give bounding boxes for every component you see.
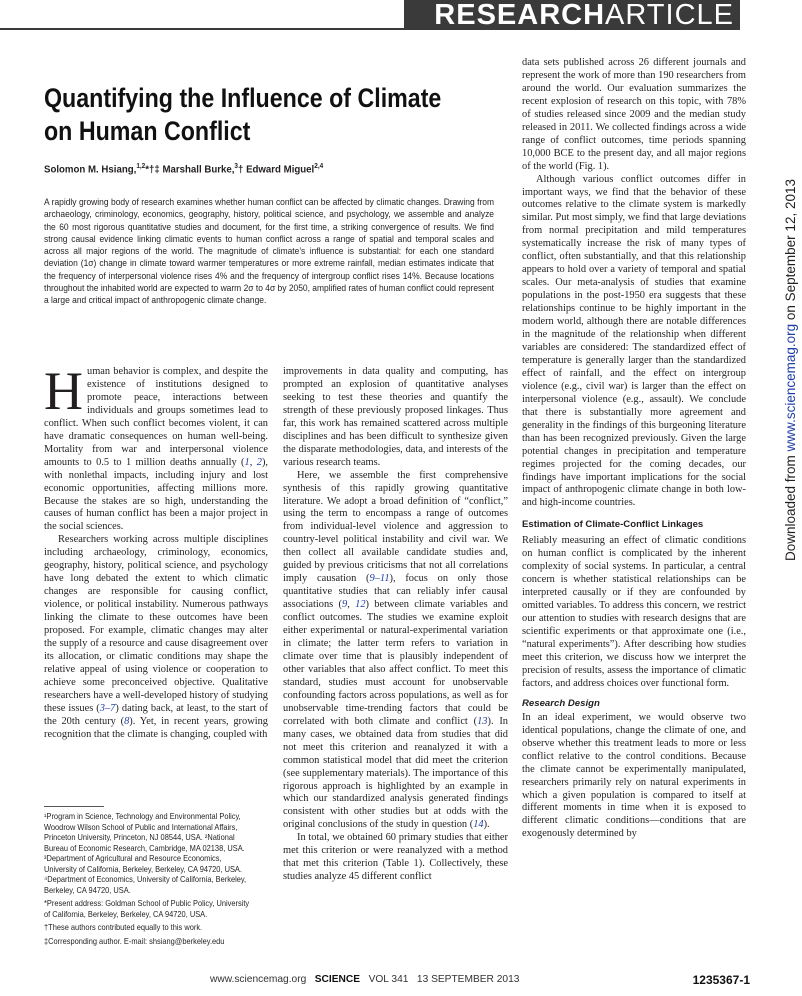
article-id: 1235367-1 <box>692 973 750 987</box>
body-paragraph: Reliably measuring an effect of climatic conditions on human conflict is complicated by the inherent complexity of social systems. In particular, a central concern is whether statistical relationships can be interpreted causally or if they are confounded by omitted variables. To address this concern, we restrict our attention to studies with research designs that are scientific experiments or that approximate one (i.e., “natural experiments”). After describing how studies meet this criterion, we discuss how we interpret the precision of results, assess the importance of climatic factors, and address choices over functional form. <box>522 535 746 689</box>
body-paragraph: In total, we obtained 60 primary studies that either met this criterion or were reanalyzed with a method that met this criterion (Table 1). Collectively, these studies analyze 45 different conflict <box>283 832 508 883</box>
body-paragraph: In an ideal experiment, we would observe two identical populations, change the climate of one, and observe whether this treatment leads to more or less conflict relative to the control conditions. Because the climate cannot be experimentally manipulated, researchers primarily rely on natural experiments in which a given population is compared to itself at different moments in time when it is exposed to different climatic conditions—conditions that are exogenously determined by <box>522 711 746 840</box>
abstract: A rapidly growing body of research examines whether human conflict can be affected by climatic changes. Drawing from archaeology, criminology, economics, geography, history, political science, and psychology, we assemble and analyze the 60 most rigorous quantitative studies and document, for the first time, a striking convergence of results. We find strong causal evidence linking climatic events to human conflict across a range of spatial and temporal scales and across all major regions of the world. The magnitude of climate’s influence is substantial: for each one standard deviation (1σ) change in climate toward warmer temperatures or more extreme rainfall, median estimates indicate that the frequency of interpersonal violence rises 4% and the frequency of intergroup conflict rises 14%. Because locations throughout the inhabited world are expected to warm 2σ to 4σ by 2050, amplified rates of human conflict could represent a large and critical impact of anthropogenic climate change. <box>44 196 494 305</box>
author-marks: † <box>238 163 244 176</box>
author-name: Marshall Burke, <box>162 163 235 176</box>
subsection-heading: Research Design <box>522 697 600 709</box>
body-column-1 <box>44 361 268 742</box>
section-title <box>404 0 740 30</box>
body-column-2 <box>283 366 508 884</box>
footer-volume: VOL 341 <box>368 974 409 985</box>
affiliations-footnote: ¹Program in Science, Technology and Environmental Policy, Woodrow Wilson School of Public and International Affairs, Princeton University, Princeton, NJ 08544, USA. ²National Bureau of Economic Research, Cambridge, MA 02138, USA. ³Department of Agricultural and Resource Economics, University of California, Berkeley, Berkeley, CA 94720, USA. ⁴Department of Economics, University of California, Berkeley, Berkeley, CA 94720, USA. <box>44 812 247 895</box>
body-paragraph: improvements in data quality and computing, has prompted an explosion of quantitative analyses seeking to test these theories and quantify the strength of these previously proposed linkages. Thus far, this work has remained scattered across multiple disciplines and has been difficult to synthesize given the disparate methodologies, data, and interests of the various research teams. <box>283 366 508 468</box>
section-title-light: ARTICLE <box>605 0 734 31</box>
citation-link[interactable]: 9 <box>342 599 348 611</box>
body-paragraph: Human behavior is complex, and despite the existence of institutions designed to promote peace, interactions between individuals and groups sometimes lead to conflict. When such conflict becomes violent, it can have dramatic consequences on human well-being. Mortality from war and interpersonal violence amounts to 0.5 to 1 million deaths annually (1, 2), with nonlethal impacts, including injury and lost economic opportunities, affecting millions more. Because the stakes are so high, understanding the causes of human conflict has been a major project in the social sciences. <box>44 361 268 533</box>
body-column-3 <box>522 57 746 841</box>
citation-link[interactable]: 9–11 <box>369 573 390 585</box>
section-heading: Estimation of Climate-Conflict Linkages <box>522 519 704 531</box>
download-notice <box>758 40 798 700</box>
author-affiliation: 2,4 <box>314 163 324 170</box>
author-marks: *†‡ <box>145 163 160 176</box>
present-address-footnote: *Present address: Goldman School of Public Policy, University of California, Berkeley, Berkeley, CA 94720, USA. <box>44 899 250 919</box>
download-notice-text: Downloaded from www.sciencemag.org on September 12, 2013 <box>783 179 798 561</box>
page-footer <box>44 970 750 990</box>
citation-link[interactable]: 1 <box>244 456 250 468</box>
citation-link[interactable]: 14 <box>473 819 484 831</box>
footnotes <box>44 812 254 950</box>
author-name: Solomon M. Hsiang, <box>44 163 137 176</box>
author-affiliation: 1,2 <box>136 163 146 170</box>
author-list <box>44 160 541 177</box>
citation-link[interactable]: 2 <box>256 456 262 468</box>
citation-link[interactable]: 12 <box>355 599 366 611</box>
corresponding-author-footnote: ‡Corresponding author. E-mail: shsiang@berkeley.edu <box>44 936 225 946</box>
body-paragraph: Here, we assemble the first comprehensive synthesis of this rapidly growing quantitative literature. We adopt a broad definition of “conflict,” using the term to encompass a range of outcomes from individual-level violence and aggression to country-level political instability and civil war. We then collect all available candidate studies and, guided by previous criticisms that not all correlations imply causation (9–11), focus on only those quantitative studies that can reliably infer causal associations (9, 12) between climate variables and conflict outcomes. The studies we examine exploit either experimental or natural-experimental variation in climate; the latter term refers to variation in climate over time that is plausibly independent of other variables that also affect conflict. To meet this standard, studies must account for unobservable confounding factors across populations, as well as for unobservable time-trending factors that could be correlated with both climate and conflict (13). In many cases, we obtained data from studies that did not meet this criterion and reanalyzed it with a common statistical model that did meet the criterion (see supplementary materials). The importance of this rigorous approach is highlighted by an example in which our standardized analysis generated findings consistent with other studies but at odds with the original conclusions of the study in question (14). <box>283 469 509 831</box>
body-paragraph: Researchers working across multiple disciplines including archaeology, criminology, economics, geography, history, political science, and psychology have long debated the extent to which climatic changes are responsible for causing conflict, violence, or political instability. Numerous pathways linking the climate to these outcomes have been proposed. For example, climatic changes may alter the supply of a resource and cause disagreement over its allocation, or climatic conditions may shape the relative appeal of using violence or cooperation to achieve some preconceived objective. Qualitative researchers have a well-developed history of studying these issues (3–7) dating back, at least, to the start of the 20th century (8). Yet, in recent years, growing recognition that the climate is changing, coupled with <box>44 534 268 740</box>
citation-link[interactable]: 13 <box>477 715 488 727</box>
footer-url[interactable]: www.sciencemag.org <box>210 974 307 985</box>
paper-title: Quantifying the Influence of Climate on Human Conflict <box>44 83 442 146</box>
citation-link[interactable]: 3–7 <box>99 702 116 714</box>
author-affiliation: 3 <box>234 163 239 170</box>
footer-journal: SCIENCE <box>314 974 361 985</box>
drop-cap: H <box>44 361 83 421</box>
citation-link[interactable]: 8 <box>124 715 130 727</box>
footnote-rule <box>44 806 104 807</box>
footer-info <box>210 970 519 990</box>
footer-date: 13 SEPTEMBER 2013 <box>416 974 520 985</box>
body-paragraph: Although various conflict outcomes differ in important ways, we find that the behavior of these outcomes relative to the climate system is markedly similar. Put most simply, we find that large deviations from normal precipitation and mild temperatures systematically increase the risk of many types of conflict, often substantially, and that this relationship appears to hold over a variety of temporal and spatial scales. Our meta-analysis of studies that examine populations in the post-1950 era suggests that these relationships continue to be highly important in the modern world, although there are notable differences in the magnitude of the relationship when different variables are considered: The standardized effect of temperature is generally larger than the standardized effect of rainfall, and the effect on intergroup violence (e.g., civil war) is larger than the effect on interpersonal violence (e.g., assault). We conclude that there is substantially more agreement and generality in the findings of this burgeoning literature than has been recognized previously. Given the large potential changes in precipitation and temperature regimes projected for the coming decades, our findings have important implications for the social impact of anthropogenic climate change in both low- and high-income countries. <box>522 173 746 509</box>
sciencemag-link[interactable]: www.sciencemag.org <box>783 323 798 452</box>
section-title-bold: RESEARCH <box>434 0 606 31</box>
equal-contribution-footnote: †These authors contributed equally to this work. <box>44 923 203 932</box>
author-name: Edward Miguel <box>246 163 315 176</box>
body-paragraph: data sets published across 26 different journals and represent the work of more than 190 researchers from around the world. Our evaluation summarizes the recent explosion of research on this topic, with 78% of studies released since 2009 and the median study released in 2011. We collected findings across a wide range of conflict outcomes, time periods spanning 10,000 BCE to the present day, and all major regions of the world (Fig. 1). <box>522 57 746 172</box>
